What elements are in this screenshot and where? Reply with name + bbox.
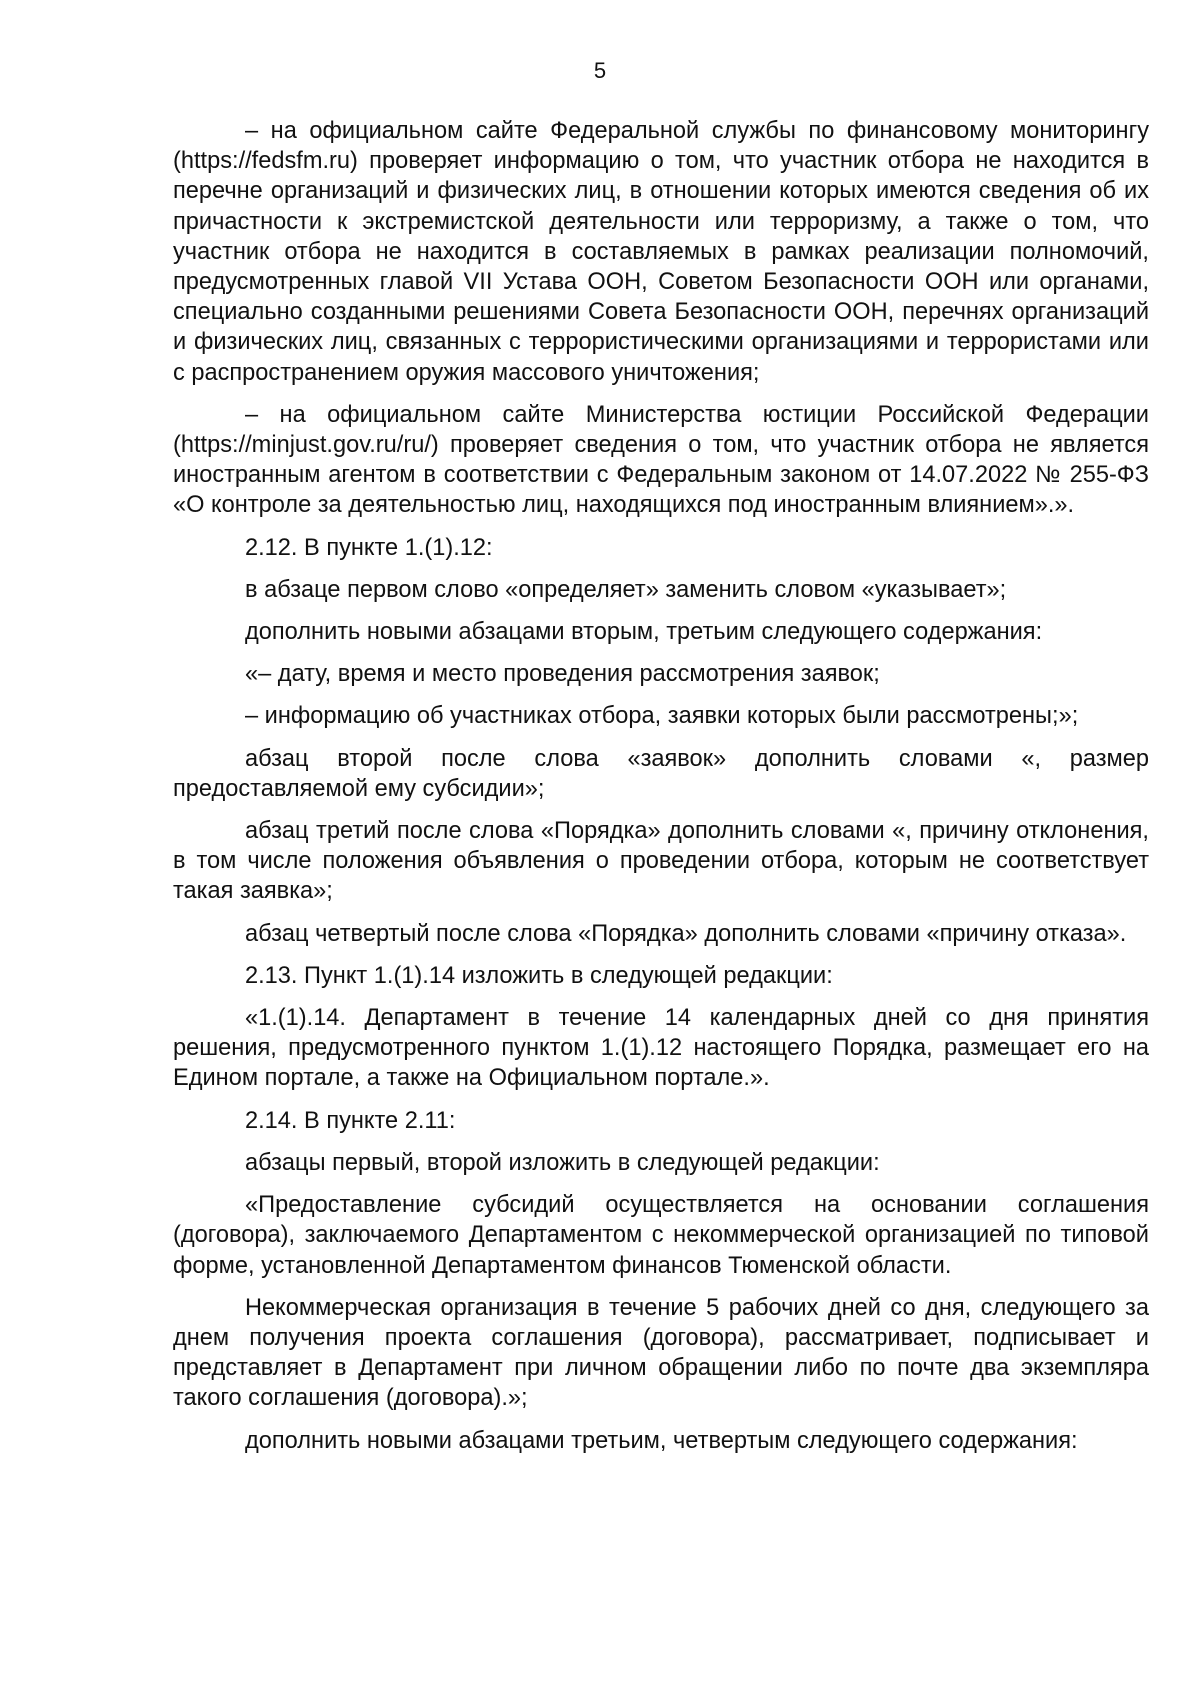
paragraph-2-14-heading: 2.14. В пункте 2.11: xyxy=(245,1107,456,1134)
paragraph-abzac-fourth: абзац четвертый после слова «Порядка» дополнить словами «причину отказа». xyxy=(245,920,1127,947)
paragraph-add-third-fourth: дополнить новыми абзацами третьим, четвертым следующего содержания: xyxy=(245,1427,1078,1454)
paragraph-participants-info: – информацию об участниках отбора, заявки которых были рассмотрены;»; xyxy=(245,703,1079,730)
document-body xyxy=(173,116,1149,1468)
paragraph-2-13-heading: 2.13. Пункт 1.(1).14 изложить в следующей редакции: xyxy=(245,962,833,989)
paragraph-abzac-third: абзац третий после слова «Порядка» дополнить словами «, причину отклонения, в том числе положения объявления о проведении отбора, которым не соответствует такая заявка»; xyxy=(173,818,1149,905)
paragraph-add-abzacy: дополнить новыми абзацами вторым, третьим следующего содержания: xyxy=(245,619,1043,646)
paragraph-nko-signing: Некоммерческая организация в течение 5 рабочих дней со дня, следующего за днем получения проекта соглашения (договора), рассматривает, подписывает и представляет в Департамент при личном обращении либо по почте два экземпляра такого соглашения (договора).»; xyxy=(173,1294,1149,1412)
paragraph-abzac-second: абзац второй после слова «заявок» дополнить словами «, размер предоставляемой ему субсидии»; xyxy=(173,745,1149,802)
paragraph-subsidy-agreement: «Предоставление субсидий осуществляется на основании соглашения (договора), заключаемого Департаментом с некоммерческой организацией по типовой форме, установленной Департаментом финансов Тюменской области. xyxy=(173,1192,1149,1279)
page-number: 5 xyxy=(593,58,607,83)
paragraph-2-12-heading: 2.12. В пункте 1.(1).12: xyxy=(245,534,493,561)
paragraph-replace-word: в абзаце первом слово «определяет» заменить словом «указывает»; xyxy=(245,576,1007,603)
paragraph-abzacy-first-second: абзацы первый, второй изложить в следующей редакции: xyxy=(245,1149,880,1176)
paragraph-1-1-14-text: «1.(1).14. Департамент в течение 14 календарных дней со дня принятия решения, предусмотренного пунктом 1.(1).12 настоящего Порядка, размещает его на Едином портале, а также на Официальном портале.». xyxy=(173,1005,1149,1092)
paragraph-date-time-place: «– дату, время и место проведения рассмотрения заявок; xyxy=(245,661,880,688)
paragraph-minjust-check: – на официальном сайте Министерства юстиции Российской Федерации (https://minjust.gov.ru/ru/) проверяет сведения о том, что участник отбора не является иностранным агентом в соответствии с Федеральным законом от 14.07.2022 № 255-ФЗ «О контроле за деятельностью лиц, находящихся под иностранным влиянием».». xyxy=(173,401,1149,519)
paragraph-fedsfm-check: – на официальном сайте Федеральной службы по финансовому мониторингу (https://fedsfm.ru) проверяет информацию о том, что участник отбора не находится в перечне организаций и физических лиц, в отношении которых имеются сведения об их причастности к экстремистской деятельности или терроризму, а также о том, что участник отбора не находится в составляемых в рамках реализации полномочий, предусмотренных главой VII Устава ООН, Советом Безопасности ООН или органами, специально созданными решениями Совета Безопасности ООН, перечнях организаций и физических лиц, связанных с террористическими организациями и террористами или с распространением оружия массового уничтожения; xyxy=(173,118,1149,386)
